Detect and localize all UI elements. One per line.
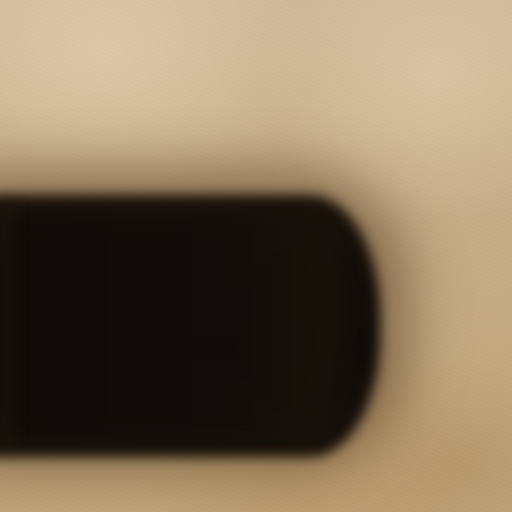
dark-object-core [0,215,340,435]
object-left-edge [0,200,20,450]
